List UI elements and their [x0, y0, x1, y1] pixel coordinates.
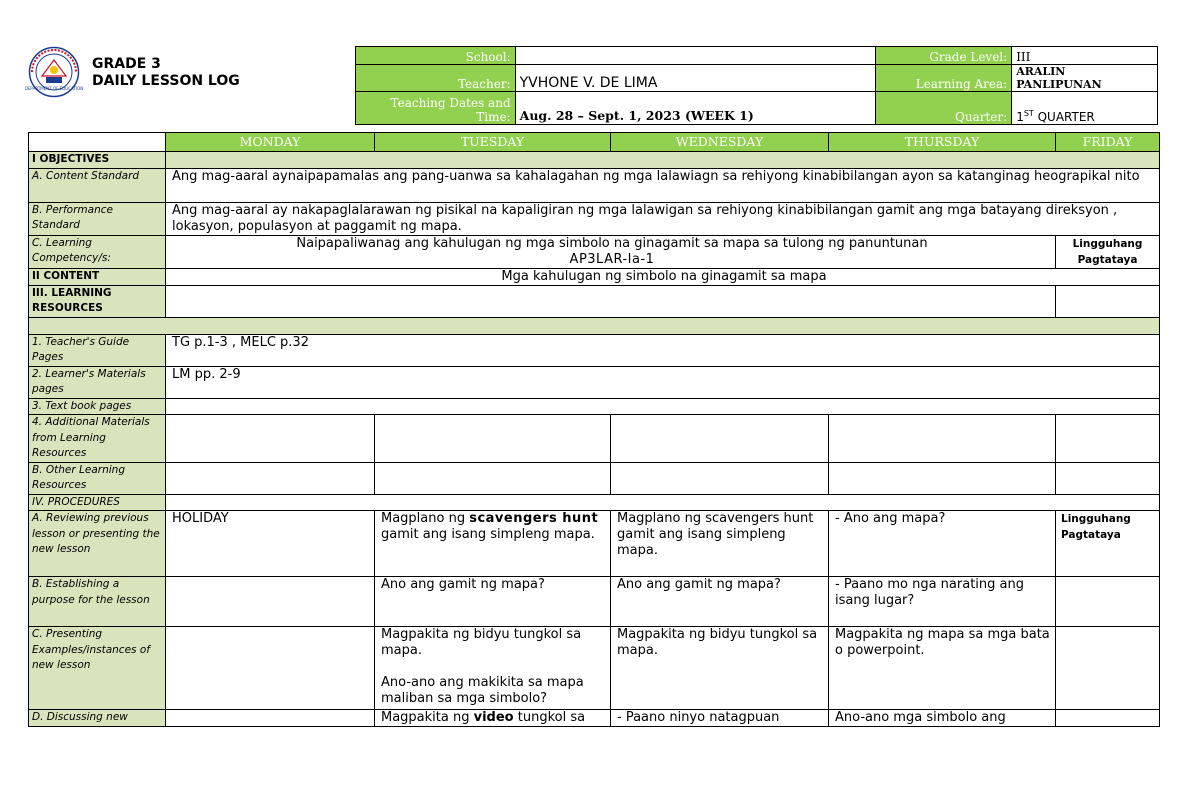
content-standard: Ang mag-aaral aynaipapamalas ang pang-uanwa sa kahalagahan ng mga lalawiagn sa rehiyong kinabibilangan ayon sa katanginag heograpikal nito: [166, 168, 1160, 202]
competency-code: AP3LAR-Ia-1: [569, 251, 655, 267]
establishing-tuesday: Ano ang gamit ng mapa?: [375, 577, 611, 627]
day-wednesday: WEDNESDAY: [611, 133, 829, 152]
day-friday: FRIDAY: [1056, 133, 1160, 152]
presenting-thursday: Magpakita ng mapa sa mga bata o powerpoint.: [829, 627, 1056, 710]
learning-competency: Naipapaliwanag ang kahulugan ng mga simbolo na ginagamit sa mapa sa tulong ng panuntunan AP3LAR-Ia-1: [166, 235, 1056, 268]
lingguhang-pagtataya: Lingguhang Pagtataya: [1056, 235, 1160, 268]
svg-text:DEPARTMENT OF EDUCATION: DEPARTMENT OF EDUCATION: [24, 86, 84, 91]
doc-title: [92, 56, 240, 90]
other-resources-label: B. Other Learning Resources: [29, 462, 166, 494]
additional-materials-label: 4. Additional Materials from Learning Resources: [29, 415, 166, 463]
grade-level-label: Grade Level:: [876, 47, 1012, 65]
learning-area-label: Learning Area:: [876, 65, 1012, 92]
grade-level-value: III: [1012, 47, 1158, 65]
dates-label: Teaching Dates and Time:: [356, 92, 516, 125]
daily-lesson-log-title: DAILY LESSON LOG: [92, 73, 240, 89]
discussing-thursday: Ano-ano mga simbolo ang: [829, 710, 1056, 727]
content: Mga kahulugan ng simbolo na ginagamit sa mapa: [166, 268, 1160, 285]
teacher-label: Teacher:: [356, 65, 516, 92]
day-monday: MONDAY: [166, 133, 375, 152]
teacher-value: YVHONE V. DE LIMA: [515, 65, 876, 92]
dates-value: Aug. 28 – Sept. 1, 2023 (WEEK 1): [515, 92, 876, 125]
reviewing-friday: Lingguhang Pagtataya: [1056, 511, 1160, 577]
learners-materials-pages: LM pp. 2-9: [166, 366, 1160, 398]
reviewing-tuesday: Magplano ng scavengers hunt gamit ang isang simpleng mapa.: [375, 511, 611, 577]
textbook-label: 3. Text book pages: [29, 398, 166, 415]
discussing-tuesday: Magpakita ng video tungkol sa: [375, 710, 611, 727]
quarter-value: 1ST QUARTER: [1012, 92, 1158, 125]
procedures-label: IV. PROCEDURES: [29, 494, 166, 511]
discussing-wednesday: - Paano ninyo natagpuan: [611, 710, 829, 727]
presenting-label: C. Presenting Examples/instances of new lesson: [29, 627, 166, 710]
day-tuesday: TUESDAY: [375, 133, 611, 152]
reviewing-wednesday: Magplano ng scavengers hunt gamit ang isang simpleng mapa.: [611, 511, 829, 577]
objectives-label: I OBJECTIVES: [29, 152, 166, 169]
quarter-label: Quarter:: [876, 92, 1012, 125]
deped-seal-icon: [24, 46, 84, 98]
school-value: [515, 47, 876, 65]
presenting-tuesday: Magpakita ng bidyu tungkol sa mapa. Ano-ano ang makikita sa mapa maliban sa mga simbolo?: [375, 627, 611, 710]
header: [24, 46, 1158, 124]
establishing-thursday: - Paano mo nga narating ang isang lugar?: [829, 577, 1056, 627]
performance-standard-label: B. Performance Standard: [29, 202, 166, 235]
reviewing-label: A. Reviewing previous lesson or presenting the new lesson: [29, 511, 166, 577]
grade-title: GRADE 3: [92, 56, 161, 72]
info-table: [355, 46, 1158, 125]
teachers-guide-pages: TG p.1-3 , MELC p.32: [166, 334, 1160, 366]
teachers-guide-label: 1. Teacher's Guide Pages: [29, 334, 166, 366]
establishing-wednesday: Ano ang gamit ng mapa?: [611, 577, 829, 627]
reviewing-monday: HOLIDAY: [166, 511, 375, 577]
learners-materials-label: 2. Learner's Materials pages: [29, 366, 166, 398]
content-standard-label: A. Content Standard: [29, 168, 166, 202]
learning-resources-label: III. LEARNING RESOURCES: [29, 285, 166, 317]
content-label: II CONTENT: [29, 268, 166, 285]
reviewing-thursday: - Ano ang mapa?: [829, 511, 1056, 577]
competency-label: C. Learning Competency/s:: [29, 235, 166, 268]
discussing-label: D. Discussing new: [29, 710, 166, 727]
school-label: School:: [356, 47, 516, 65]
days-header-row: [29, 133, 1160, 152]
establishing-label: B. Establishing a purpose for the lesson: [29, 577, 166, 627]
lesson-log-table: [28, 132, 1160, 727]
day-thursday: THURSDAY: [829, 133, 1056, 152]
learning-area-value: ARALIN PANLIPUNAN: [1012, 65, 1158, 92]
performance-standard: Ang mag-aaral ay nakapaglalarawan ng pisikal na kapaligiran ng mga lalawigan sa rehiyong kinabibilangan gamit ang mga batayang direksyon , lokasyon, populasyon at paggamit ng mapa.: [166, 202, 1160, 235]
presenting-wednesday: Magpakita ng bidyu tungkol sa mapa.: [611, 627, 829, 710]
